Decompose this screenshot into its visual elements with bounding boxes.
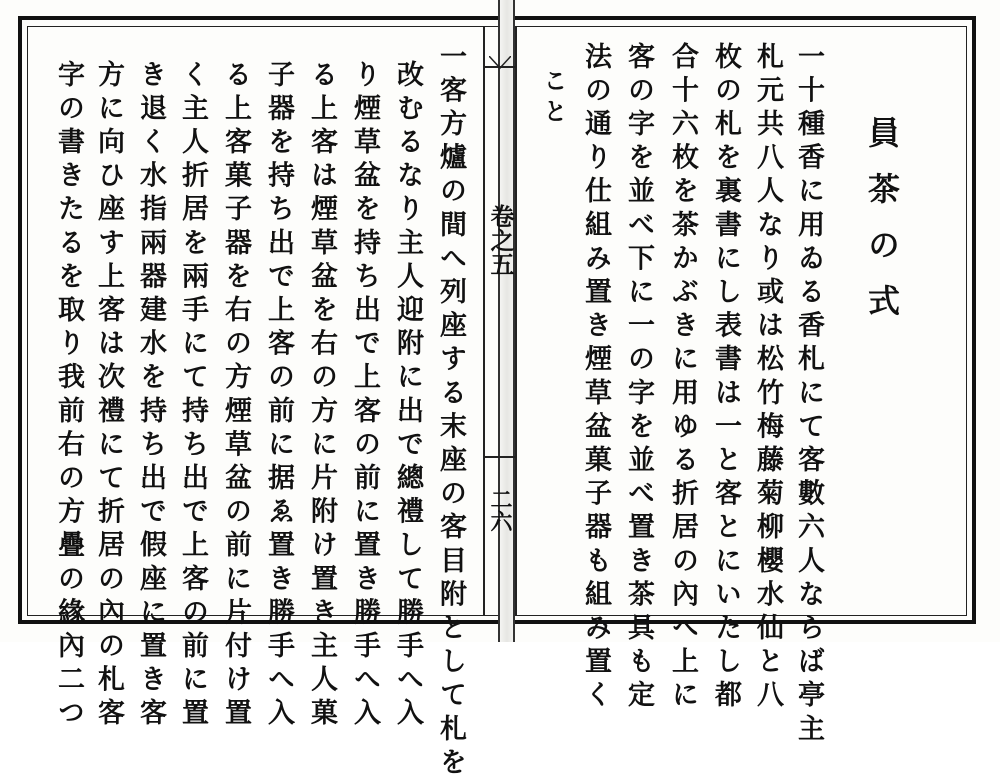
text-line: 一十種香に用ゐる香札にて客數六人ならば亭主 (793, 42, 824, 748)
text-line: 子器を持ち出で上客の前に据ゑ置き勝手へ入 (263, 60, 294, 732)
text-line: り煙草盆を持ち出で上客の前に置き勝手へ入 (349, 60, 380, 732)
volume-label: 卷之五 (486, 204, 515, 276)
text-line: き退く水指兩器建水を持ち出で假座に置き客 (135, 60, 166, 732)
text-line: る上客菓子器を右の方煙草盆の前に片付け置 (220, 60, 251, 732)
text-line: 一客方爐の間へ列座する末座の客目附として札を (435, 42, 466, 781)
text-line: 合十六枚を茶かぶきに用ゆる折居の內へ上に (667, 42, 698, 714)
fish-tail-mark-icon (489, 56, 511, 70)
text-line: 枚の札を裏書にし表書は一と客とにいたし都 (710, 42, 741, 714)
text-line: こと (539, 68, 568, 130)
text-line: る上客は煙草盆を右の方に片附け置き主人菓 (306, 60, 337, 732)
section-title: 員茶の式 (863, 116, 901, 340)
text-line: 法の通り仕組み置き煙草盆菓子器も組み置く (580, 42, 611, 714)
text-line: 字の書きたるを取り我前右の方疊の緣內二つ (53, 60, 84, 732)
text-line: 客の字を並べ下に一の字を並べ置き茶具も定 (623, 42, 654, 714)
center-column (483, 26, 517, 616)
text-line: 札元共八人なり或は松竹梅藤菊柳櫻水仙と八 (752, 42, 783, 714)
text-line: く主人折居を兩手にて持ち出で上客の前に置 (177, 60, 208, 732)
page-number: 二六 (487, 488, 513, 532)
text-line: 方に向ひ座す上客は次禮にて折居の內の札客 (93, 60, 124, 732)
text-line: 改むるなり主人迎附に出で總禮して勝手へ入 (392, 60, 423, 732)
